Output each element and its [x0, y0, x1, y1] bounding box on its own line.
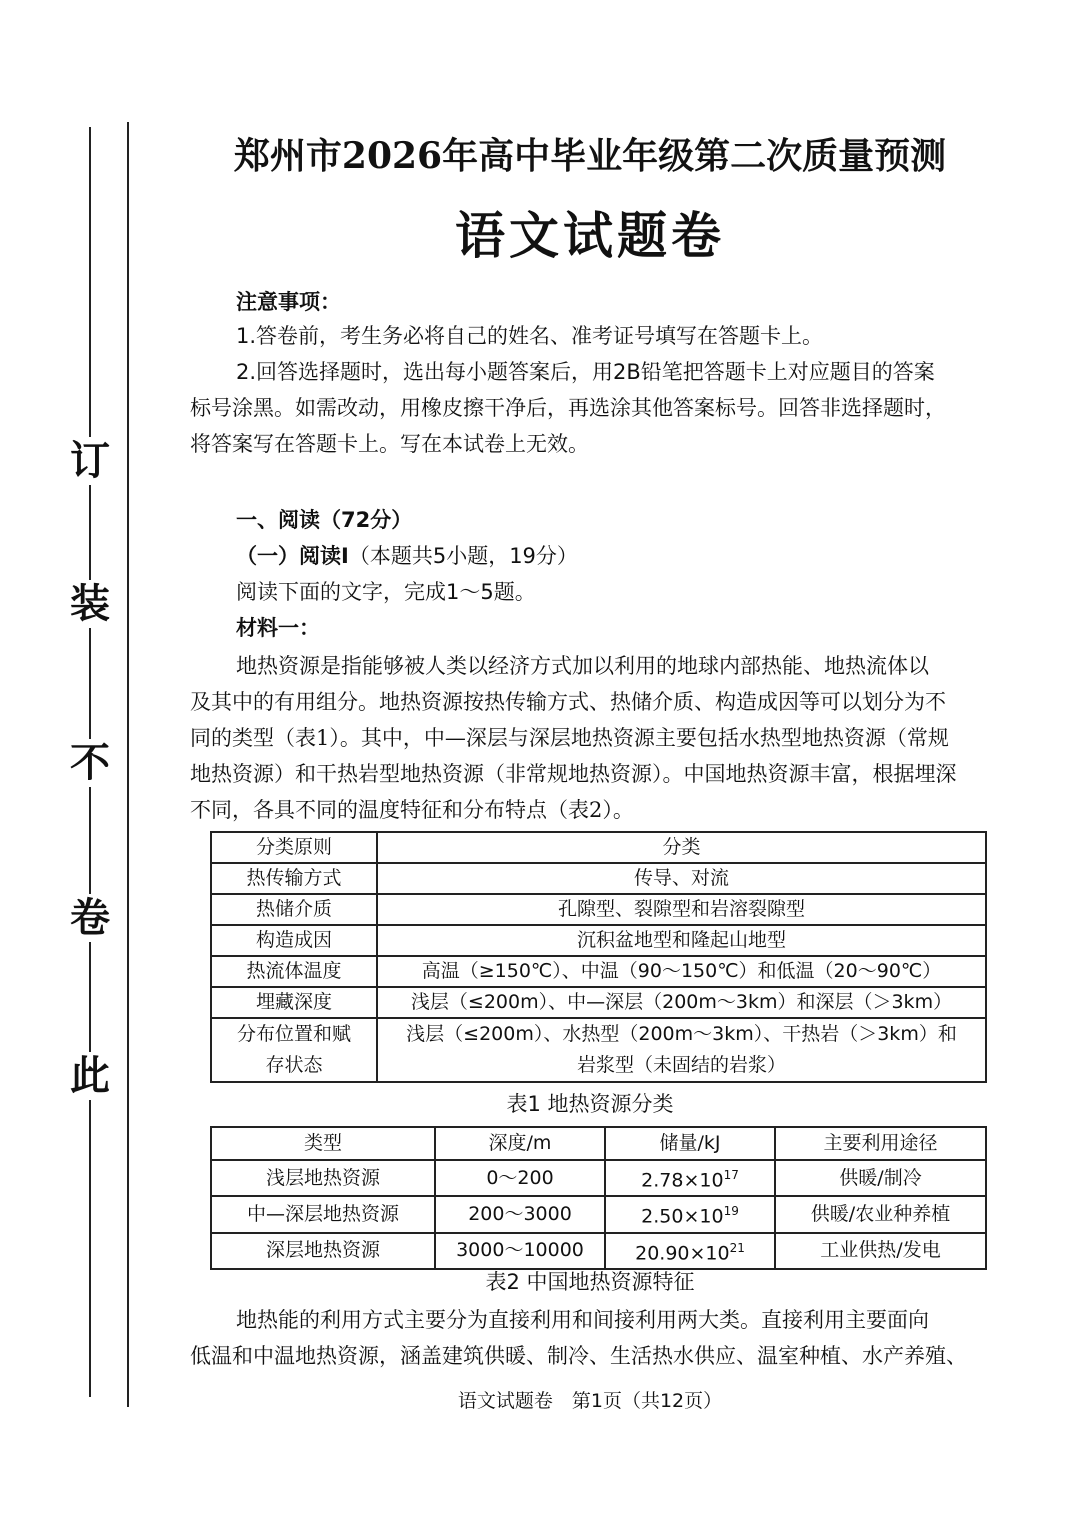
table1-caption: 表1 地热资源分类 [506, 1092, 674, 1116]
table-cell: 深层地热资源 [211, 1233, 435, 1269]
table-cell: 中—深层地热资源 [211, 1196, 435, 1232]
binding-margin [0, 0, 140, 1528]
binding-char-5: 此 [66, 1052, 114, 1100]
reading-instruction: 阅读下面的文字，完成1～5题。 [236, 580, 536, 604]
passage-line-5: 不同，各具不同的温度特征和分布特点（表2）。 [190, 798, 634, 822]
table-cell: 埋藏深度 [211, 987, 377, 1018]
table-cell: 供暖/制冷 [775, 1160, 986, 1196]
exam-title: 郑州市2026年高中毕业年级第二次质量预测 [233, 135, 947, 177]
table-row [211, 925, 986, 956]
table-row [211, 1233, 986, 1269]
exam-subtitle: 语文试题卷 [455, 206, 725, 265]
passage-line-4: 地热资源）和干热岩型地热资源（非常规地热资源）。中国地热资源丰富，根据埋深 [190, 762, 957, 786]
table-cell [605, 1160, 775, 1196]
table-row [211, 1196, 986, 1232]
table-row [211, 1018, 986, 1082]
notice-heading: 注意事项： [236, 290, 341, 314]
table-cell: 3000～10000 [435, 1233, 605, 1269]
notice-item-2-line-1: 2.回答选择题时，选出每小题答案后，用2B铅笔把答题卡上对应题目的答案 [236, 360, 935, 384]
table-cell: 传导、对流 [377, 863, 986, 894]
table-header-cell: 分类 [377, 832, 986, 863]
table-cell: 高温（≥150℃）、中温（90～150℃）和低温（20～90℃） [377, 956, 986, 987]
table-cell: 热储介质 [211, 894, 377, 925]
table-cell: 孔隙型、裂隙型和岩溶裂隙型 [377, 894, 986, 925]
table-cell [605, 1233, 775, 1269]
table-cell [211, 1018, 377, 1082]
passage2-line-1: 地热能的利用方式主要分为直接利用和间接利用两大类。直接利用主要面向 [236, 1308, 929, 1332]
table-cell: 200～3000 [435, 1196, 605, 1232]
table-cell: 沉积盆地型和隆起山地型 [377, 925, 986, 956]
notice-item-2-line-2: 标号涂黑。如需改动，用橡皮擦干净后，再选涂其他答案标号。回答非选择题时， [190, 396, 946, 420]
table-row [211, 1160, 986, 1196]
notice-item-1: 1.答卷前，考生务必将自己的姓名、准考证号填写在答题卡上。 [236, 324, 824, 348]
table-cell: 工业供热/发电 [775, 1233, 986, 1269]
table-row [211, 894, 986, 925]
reserve-base: 2.50×10 [641, 1205, 724, 1228]
passage-line-1: 地热资源是指能够被人类以经济方式加以利用的地球内部热能、地热流体以 [236, 654, 929, 678]
table-cell [605, 1196, 775, 1232]
table-header-row [211, 832, 986, 863]
table-cell: 供暖/农业种养植 [775, 1196, 986, 1232]
binding-line-inner [127, 122, 129, 1407]
table-cell-line: 分布位置和赋 [236, 1023, 351, 1045]
passage2-line-2: 低温和中温地热资源，涵盖建筑供暖、制冷、生活热水供应、温室种植、水产养殖、 [190, 1344, 967, 1368]
table-cell: 热流体温度 [211, 956, 377, 987]
table-geothermal-features [210, 1126, 987, 1270]
table-header-row [211, 1127, 986, 1160]
binding-char-3: 不 [66, 739, 114, 787]
binding-char-2: 装 [66, 580, 114, 628]
table-row [211, 863, 986, 894]
passage-line-3: 同的类型（表1）。其中，中—深层与深层地热资源主要包括水热型地热资源（常规 [190, 726, 949, 750]
subsection-points: （本题共5小题，19分） [348, 544, 578, 568]
page-footer: 语文试题卷 第1页（共12页） [457, 1390, 723, 1412]
table-geothermal-classification [210, 831, 987, 1083]
reserve-exponent: 19 [723, 1204, 739, 1219]
binding-char-4: 卷 [66, 894, 114, 942]
table-cell-line: 浅层（≤200m）、水热型（200m～3km）、干热岩（＞3km）和 [406, 1023, 957, 1045]
binding-char-1: 订 [66, 437, 114, 485]
table-cell [377, 1018, 986, 1082]
reserve-exponent: 21 [729, 1240, 745, 1255]
table-header-cell: 深度/m [435, 1127, 605, 1160]
table-cell-line: 岩浆型（未固结的岩浆） [576, 1054, 786, 1076]
table-header-cell: 储量/kJ [605, 1127, 775, 1160]
reserve-base: 2.78×10 [641, 1169, 724, 1192]
table-cell: 0～200 [435, 1160, 605, 1196]
table-header-cell: 分类原则 [211, 832, 377, 863]
reserve-exponent: 17 [723, 1168, 739, 1182]
table-cell: 浅层（≤200m）、中—深层（200m～3km）和深层（＞3km） [377, 987, 986, 1018]
table-header-cell: 主要利用途径 [775, 1127, 986, 1160]
subsection-heading [236, 538, 1048, 574]
reserve-base: 20.90×10 [635, 1241, 730, 1264]
section-heading: 一、阅读（72分） [236, 508, 413, 532]
table-header-cell: 类型 [211, 1127, 435, 1160]
table2-caption: 表2 中国地热资源特征 [485, 1270, 695, 1294]
table-row [211, 987, 986, 1018]
table-cell: 浅层地热资源 [211, 1160, 435, 1196]
passage-line-2: 及其中的有用组分。地热资源按热传输方式、热储介质、构造成因等可以划分为不 [190, 690, 946, 714]
table-cell: 热传输方式 [211, 863, 377, 894]
table-row [211, 956, 986, 987]
table-cell-line: 存状态 [265, 1054, 323, 1076]
table-cell: 构造成因 [211, 925, 377, 956]
notice-item-2-line-3: 将答案写在答题卡上。写在本试卷上无效。 [190, 432, 589, 456]
subsection-title: （一）阅读Ⅰ [236, 544, 349, 568]
material-label: 材料一： [236, 616, 320, 640]
